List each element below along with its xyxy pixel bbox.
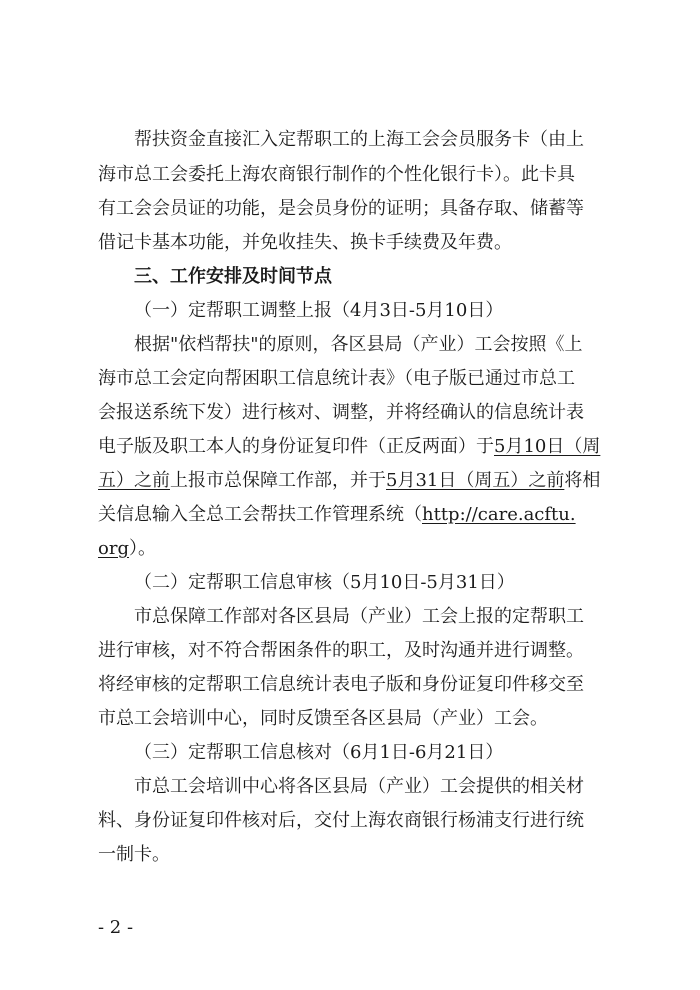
deadline-date: 5月31日（周五）之前 <box>386 470 565 491</box>
section-heading: 三、工作安排及时间节点 <box>134 266 332 287</box>
paragraph-line: 海市总工会定向帮困职工信息统计表》（电子版已通过市总工 <box>98 368 575 389</box>
paragraph-line: 帮扶资金直接汇入定帮职工的上海工会会员服务卡（由上 <box>134 129 584 150</box>
text-run: ）。 <box>128 538 156 559</box>
text-run: 电子版及职工本人的身份证复印件（正反两面）于 <box>98 436 494 457</box>
paragraph-line: 一制卡。 <box>98 844 170 865</box>
deadline-date: 5月10日（周 <box>494 436 601 457</box>
paragraph-line <box>98 435 600 459</box>
paragraph-line: 海市总工会委托上海农商银行制作的个性化银行卡）。此卡具 <box>98 164 575 185</box>
text-run: 关信息输入全总工会帮扶工作管理系统（ <box>98 504 422 525</box>
paragraph-line: 借记卡基本功能，并免收挂失、换卡手续费及年费。 <box>98 232 512 253</box>
paragraph-line <box>98 469 600 493</box>
paragraph-line: 料、身份证复印件核对后，交付上海农商银行杨浦支行进行统 <box>98 810 584 831</box>
paragraph-line: 市总工会培训中心，同时反馈至各区县局（产业）工会。 <box>98 708 548 729</box>
subsection-heading: （二）定帮职工信息审核（5月10日-5月31日） <box>134 572 515 593</box>
paragraph-line: 进行审核，对不符合帮困条件的职工，及时沟通并进行调整。 <box>98 640 584 661</box>
subsection-heading: （三）定帮职工信息核对（6月1日-6月21日） <box>134 742 504 763</box>
paragraph-line: 有工会会员证的功能，是会员身份的证明；具备存取、储蓄等 <box>98 198 584 219</box>
subsection-heading: （一）定帮职工调整上报（4月3日-5月10日） <box>134 300 504 321</box>
system-url-link[interactable]: http://care.acftu. <box>422 504 576 525</box>
paragraph-line: 会报送系统下发）进行核对、调整，并将经确认的信息统计表 <box>98 402 584 423</box>
system-url-link[interactable]: org <box>98 538 129 559</box>
paragraph-line <box>98 537 156 561</box>
text-run: 上报市总保障工作部，并于 <box>170 470 386 491</box>
paragraph-line: 市总保障工作部对各区县局（产业）工会上报的定帮职工 <box>134 606 584 627</box>
paragraph-line: 市总工会培训中心将各区县局（产业）工会提供的相关材 <box>134 776 584 797</box>
text-run: 将相 <box>564 470 601 491</box>
paragraph-line: 根据"依档帮扶"的原则，各区县局（产业）工会按照《上 <box>134 334 583 355</box>
paragraph-line: 将经审核的定帮职工信息统计表电子版和身份证复印件移交至 <box>98 674 584 695</box>
paragraph-line <box>98 503 576 527</box>
deadline-date: 五）之前 <box>98 470 170 491</box>
page-number: - 2 - <box>98 917 134 938</box>
